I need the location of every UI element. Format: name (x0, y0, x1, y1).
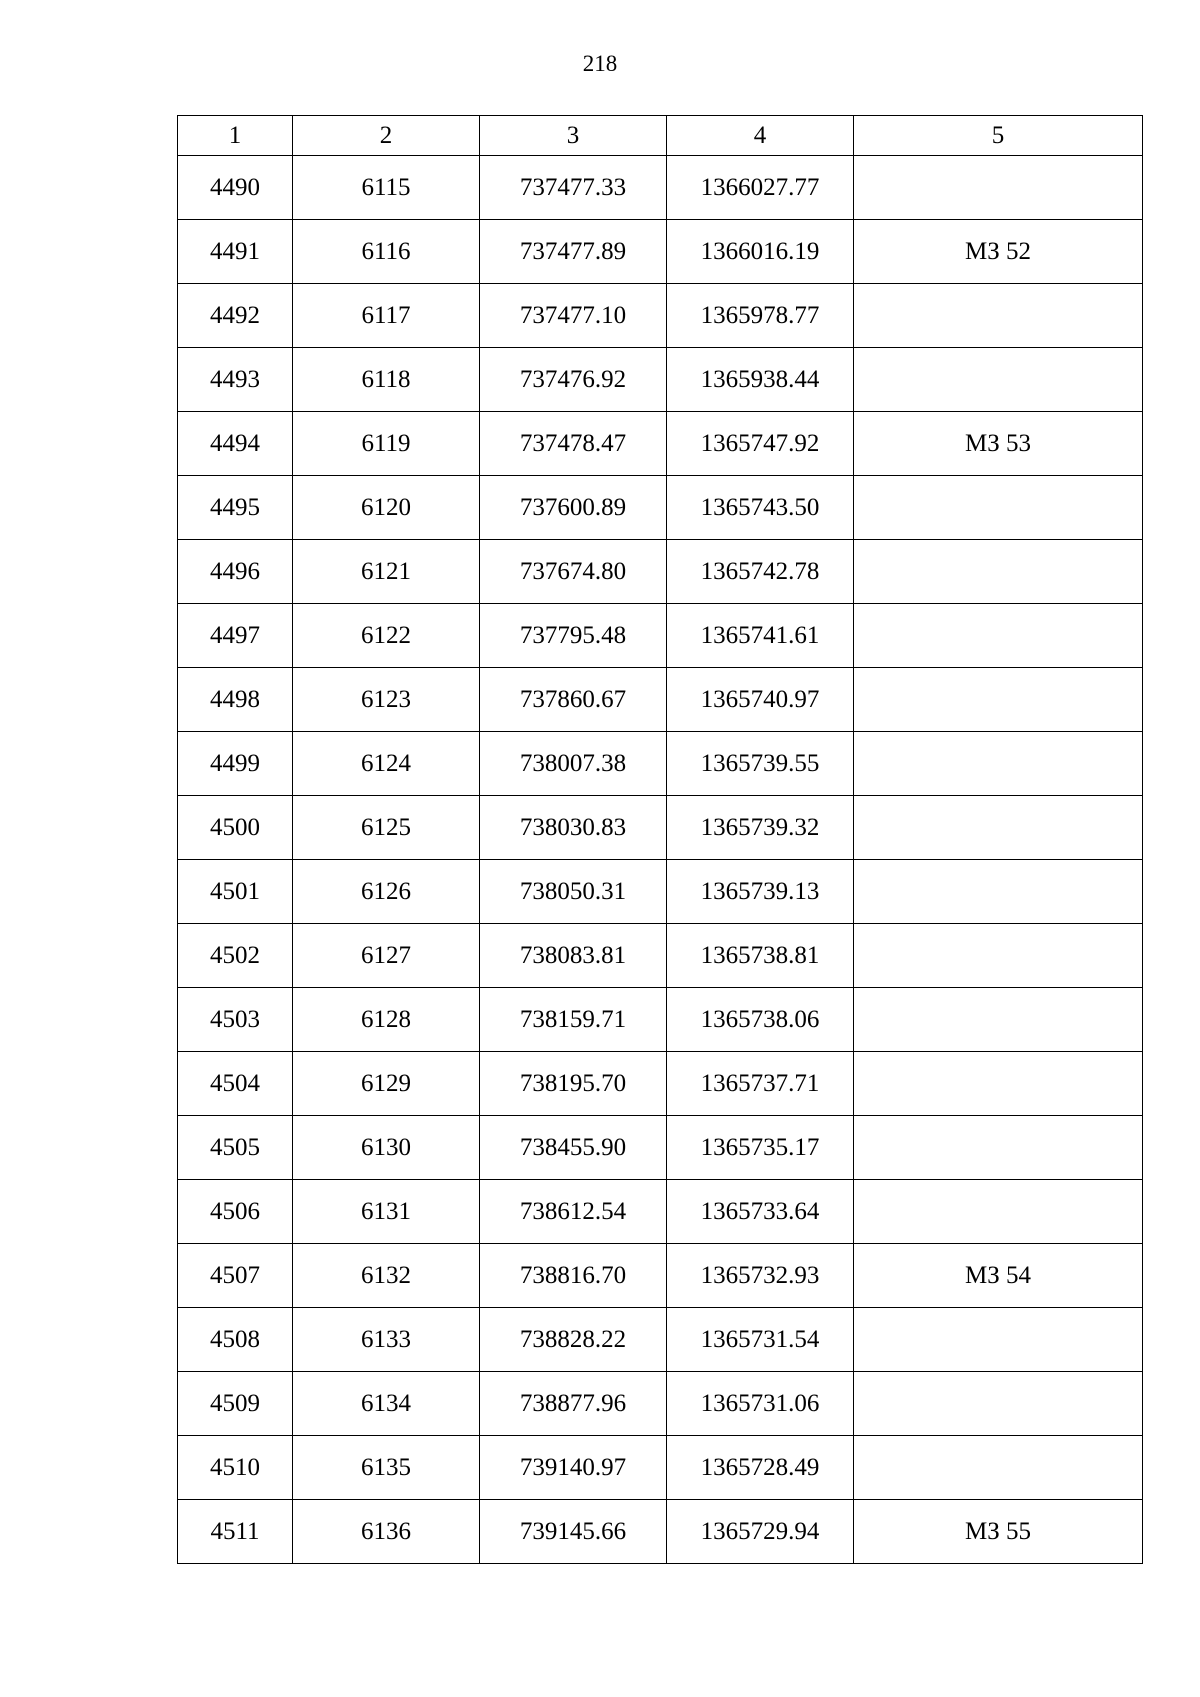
note-cell (854, 1052, 1143, 1116)
point-number-cell: 6121 (293, 540, 480, 604)
note-cell: МЗ 54 (854, 1244, 1143, 1308)
point-number-cell: 6133 (293, 1308, 480, 1372)
row-number-cell: 4497 (178, 604, 293, 668)
y-coordinate-cell: 1365742.78 (667, 540, 854, 604)
x-coordinate-cell: 738816.70 (480, 1244, 667, 1308)
note-cell (854, 732, 1143, 796)
y-coordinate-cell: 1365739.32 (667, 796, 854, 860)
row-number-cell: 4508 (178, 1308, 293, 1372)
point-number-cell: 6130 (293, 1116, 480, 1180)
x-coordinate-cell: 739145.66 (480, 1500, 667, 1564)
row-number-cell: 4498 (178, 668, 293, 732)
x-coordinate-cell: 739140.97 (480, 1436, 667, 1500)
row-number-cell: 4493 (178, 348, 293, 412)
y-coordinate-cell: 1365738.81 (667, 924, 854, 988)
note-cell (854, 1116, 1143, 1180)
x-coordinate-cell: 737477.10 (480, 284, 667, 348)
note-cell (854, 604, 1143, 668)
x-coordinate-cell: 738828.22 (480, 1308, 667, 1372)
x-coordinate-cell: 737674.80 (480, 540, 667, 604)
x-coordinate-cell: 738159.71 (480, 988, 667, 1052)
point-number-cell: 6123 (293, 668, 480, 732)
point-number-cell: 6128 (293, 988, 480, 1052)
table-row (178, 924, 1143, 988)
column-header: 2 (293, 116, 480, 156)
point-number-cell: 6127 (293, 924, 480, 988)
point-number-cell: 6120 (293, 476, 480, 540)
note-cell (854, 284, 1143, 348)
page-number: 218 (582, 51, 618, 76)
point-number-cell: 6118 (293, 348, 480, 412)
row-number-cell: 4501 (178, 860, 293, 924)
table-row (178, 412, 1143, 476)
x-coordinate-cell: 737477.89 (480, 220, 667, 284)
note-cell (854, 1180, 1143, 1244)
table-row (178, 284, 1143, 348)
row-number-cell: 4500 (178, 796, 293, 860)
row-number-cell: 4495 (178, 476, 293, 540)
table-row (178, 1500, 1143, 1564)
y-coordinate-cell: 1365731.06 (667, 1372, 854, 1436)
x-coordinate-cell: 738195.70 (480, 1052, 667, 1116)
point-number-cell: 6119 (293, 412, 480, 476)
y-coordinate-cell: 1365735.17 (667, 1116, 854, 1180)
table-row (178, 604, 1143, 668)
table-row (178, 668, 1143, 732)
row-number-cell: 4507 (178, 1244, 293, 1308)
note-cell (854, 1436, 1143, 1500)
table-row (178, 1372, 1143, 1436)
table-body (178, 116, 1143, 1564)
y-coordinate-cell: 1365738.06 (667, 988, 854, 1052)
table-row (178, 1116, 1143, 1180)
row-number-cell: 4494 (178, 412, 293, 476)
table-row (178, 1436, 1143, 1500)
column-header: 3 (480, 116, 667, 156)
y-coordinate-cell: 1365732.93 (667, 1244, 854, 1308)
x-coordinate-cell: 737477.33 (480, 156, 667, 220)
note-cell (854, 924, 1143, 988)
y-coordinate-cell: 1365733.64 (667, 1180, 854, 1244)
y-coordinate-cell: 1365737.71 (667, 1052, 854, 1116)
x-coordinate-cell: 738050.31 (480, 860, 667, 924)
y-coordinate-cell: 1366016.19 (667, 220, 854, 284)
point-number-cell: 6129 (293, 1052, 480, 1116)
coordinates-table (177, 115, 1143, 1564)
table-row (178, 732, 1143, 796)
row-number-cell: 4491 (178, 220, 293, 284)
y-coordinate-cell: 1365938.44 (667, 348, 854, 412)
column-header: 1 (178, 116, 293, 156)
note-cell: МЗ 53 (854, 412, 1143, 476)
point-number-cell: 6115 (293, 156, 480, 220)
table-row (178, 348, 1143, 412)
table-header-row (178, 116, 1143, 156)
row-number-cell: 4509 (178, 1372, 293, 1436)
y-coordinate-cell: 1365739.55 (667, 732, 854, 796)
row-number-cell: 4510 (178, 1436, 293, 1500)
point-number-cell: 6124 (293, 732, 480, 796)
point-number-cell: 6117 (293, 284, 480, 348)
x-coordinate-cell: 737600.89 (480, 476, 667, 540)
row-number-cell: 4499 (178, 732, 293, 796)
x-coordinate-cell: 738083.81 (480, 924, 667, 988)
x-coordinate-cell: 737478.47 (480, 412, 667, 476)
table-row (178, 796, 1143, 860)
row-number-cell: 4496 (178, 540, 293, 604)
note-cell (854, 988, 1143, 1052)
note-cell (854, 476, 1143, 540)
row-number-cell: 4492 (178, 284, 293, 348)
point-number-cell: 6126 (293, 860, 480, 924)
table-row (178, 1308, 1143, 1372)
row-number-cell: 4506 (178, 1180, 293, 1244)
x-coordinate-cell: 737860.67 (480, 668, 667, 732)
x-coordinate-cell: 738612.54 (480, 1180, 667, 1244)
y-coordinate-cell: 1365729.94 (667, 1500, 854, 1564)
note-cell (854, 540, 1143, 604)
row-number-cell: 4511 (178, 1500, 293, 1564)
point-number-cell: 6132 (293, 1244, 480, 1308)
table-row (178, 1244, 1143, 1308)
table-row (178, 1052, 1143, 1116)
table-row (178, 220, 1143, 284)
x-coordinate-cell: 738007.38 (480, 732, 667, 796)
note-cell: МЗ 55 (854, 1500, 1143, 1564)
row-number-cell: 4504 (178, 1052, 293, 1116)
row-number-cell: 4502 (178, 924, 293, 988)
y-coordinate-cell: 1365740.97 (667, 668, 854, 732)
table-row (178, 860, 1143, 924)
x-coordinate-cell: 738455.90 (480, 1116, 667, 1180)
note-cell (854, 796, 1143, 860)
y-coordinate-cell: 1366027.77 (667, 156, 854, 220)
y-coordinate-cell: 1365978.77 (667, 284, 854, 348)
row-number-cell: 4490 (178, 156, 293, 220)
table-row (178, 156, 1143, 220)
row-number-cell: 4503 (178, 988, 293, 1052)
y-coordinate-cell: 1365739.13 (667, 860, 854, 924)
point-number-cell: 6116 (293, 220, 480, 284)
note-cell (854, 348, 1143, 412)
y-coordinate-cell: 1365743.50 (667, 476, 854, 540)
y-coordinate-cell: 1365741.61 (667, 604, 854, 668)
point-number-cell: 6135 (293, 1436, 480, 1500)
point-number-cell: 6136 (293, 1500, 480, 1564)
column-header: 5 (854, 116, 1143, 156)
note-cell (854, 1308, 1143, 1372)
x-coordinate-cell: 737795.48 (480, 604, 667, 668)
x-coordinate-cell: 737476.92 (480, 348, 667, 412)
point-number-cell: 6131 (293, 1180, 480, 1244)
row-number-cell: 4505 (178, 1116, 293, 1180)
note-cell (854, 860, 1143, 924)
x-coordinate-cell: 738030.83 (480, 796, 667, 860)
y-coordinate-cell: 1365747.92 (667, 412, 854, 476)
note-cell: МЗ 52 (854, 220, 1143, 284)
table-row (178, 1180, 1143, 1244)
point-number-cell: 6125 (293, 796, 480, 860)
point-number-cell: 6122 (293, 604, 480, 668)
note-cell (854, 156, 1143, 220)
note-cell (854, 668, 1143, 732)
table-row (178, 476, 1143, 540)
y-coordinate-cell: 1365731.54 (667, 1308, 854, 1372)
x-coordinate-cell: 738877.96 (480, 1372, 667, 1436)
table-row (178, 988, 1143, 1052)
column-header: 4 (667, 116, 854, 156)
table-row (178, 540, 1143, 604)
note-cell (854, 1372, 1143, 1436)
y-coordinate-cell: 1365728.49 (667, 1436, 854, 1500)
point-number-cell: 6134 (293, 1372, 480, 1436)
